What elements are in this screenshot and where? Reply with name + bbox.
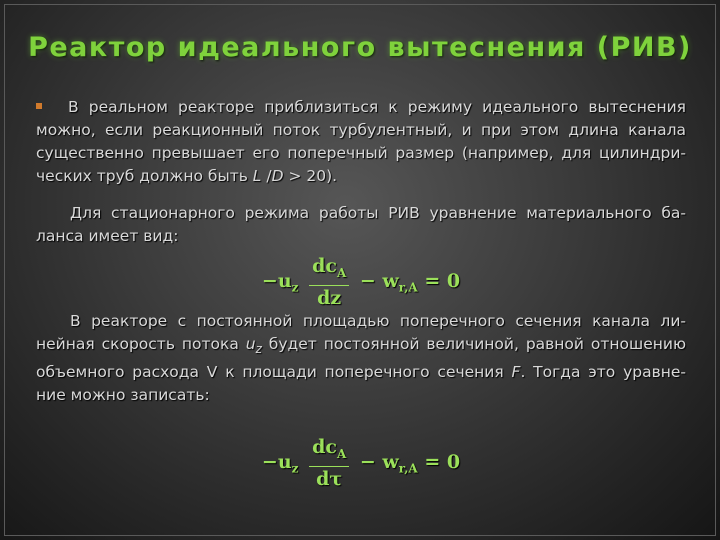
formula-2 xyxy=(36,435,686,490)
f2-fraction xyxy=(309,435,349,491)
f1-num: dc xyxy=(312,255,337,277)
p1-text: В реальном реакторе приблизиться к режиму идеального вытеснения можно, если реакционный поток турбулентный, и при этом длина канала существенно превышает его поперечный размер (например, для цилиндри-ческих труб должно быть xyxy=(36,98,686,185)
f2-num: dc xyxy=(312,436,337,459)
f1-lead: −u xyxy=(261,269,292,292)
p3-F: F xyxy=(511,363,521,382)
p1-tail: > 20). xyxy=(283,167,338,185)
f1-eq: = 0 xyxy=(417,269,461,292)
p3-tail: . Тогда это уравне-ние можно записать: xyxy=(36,363,686,405)
p3-u: u xyxy=(245,335,256,353)
p1-slash: / xyxy=(261,167,272,185)
slide-body xyxy=(36,96,686,491)
f2-tail: − w xyxy=(359,451,399,473)
paragraph-2: Для стационарного режима работы РИВ уравнение материального ба-ланса имеет вид: xyxy=(36,204,686,245)
f1-fraction xyxy=(309,254,349,310)
bullet-icon xyxy=(36,103,42,109)
f1-den: dz xyxy=(317,286,342,309)
formula-1 xyxy=(36,254,686,309)
p3-z: z xyxy=(255,342,262,357)
p1-D: D xyxy=(271,167,284,185)
paragraph-1 xyxy=(36,96,686,188)
f2-eq: = 0 xyxy=(417,451,461,473)
paragraph-3 xyxy=(36,310,686,407)
f1-num-sub: A xyxy=(336,265,347,280)
f2-tail-sub: r,A xyxy=(398,461,418,476)
f2-num-sub: A xyxy=(336,446,347,461)
f1-tail-sub: r,A xyxy=(398,280,418,295)
slide-title: Реактор идеального вытеснения (РИВ) xyxy=(28,32,692,63)
f1-tail: − w xyxy=(359,269,399,292)
p1-L: L xyxy=(252,167,262,185)
f1-lead-sub: z xyxy=(291,280,299,295)
f2-lead: −u xyxy=(261,451,292,473)
f2-lead-sub: z xyxy=(291,461,299,476)
f2-den: dτ xyxy=(316,467,343,490)
p3-mid: будет постоянной величиной, равной отношению объемного расхода V к площади поперечного сечения xyxy=(36,335,686,382)
p3-text: В реакторе с постоянной площадью поперечного сечения канала ли-нейная скорость потока xyxy=(36,312,686,353)
